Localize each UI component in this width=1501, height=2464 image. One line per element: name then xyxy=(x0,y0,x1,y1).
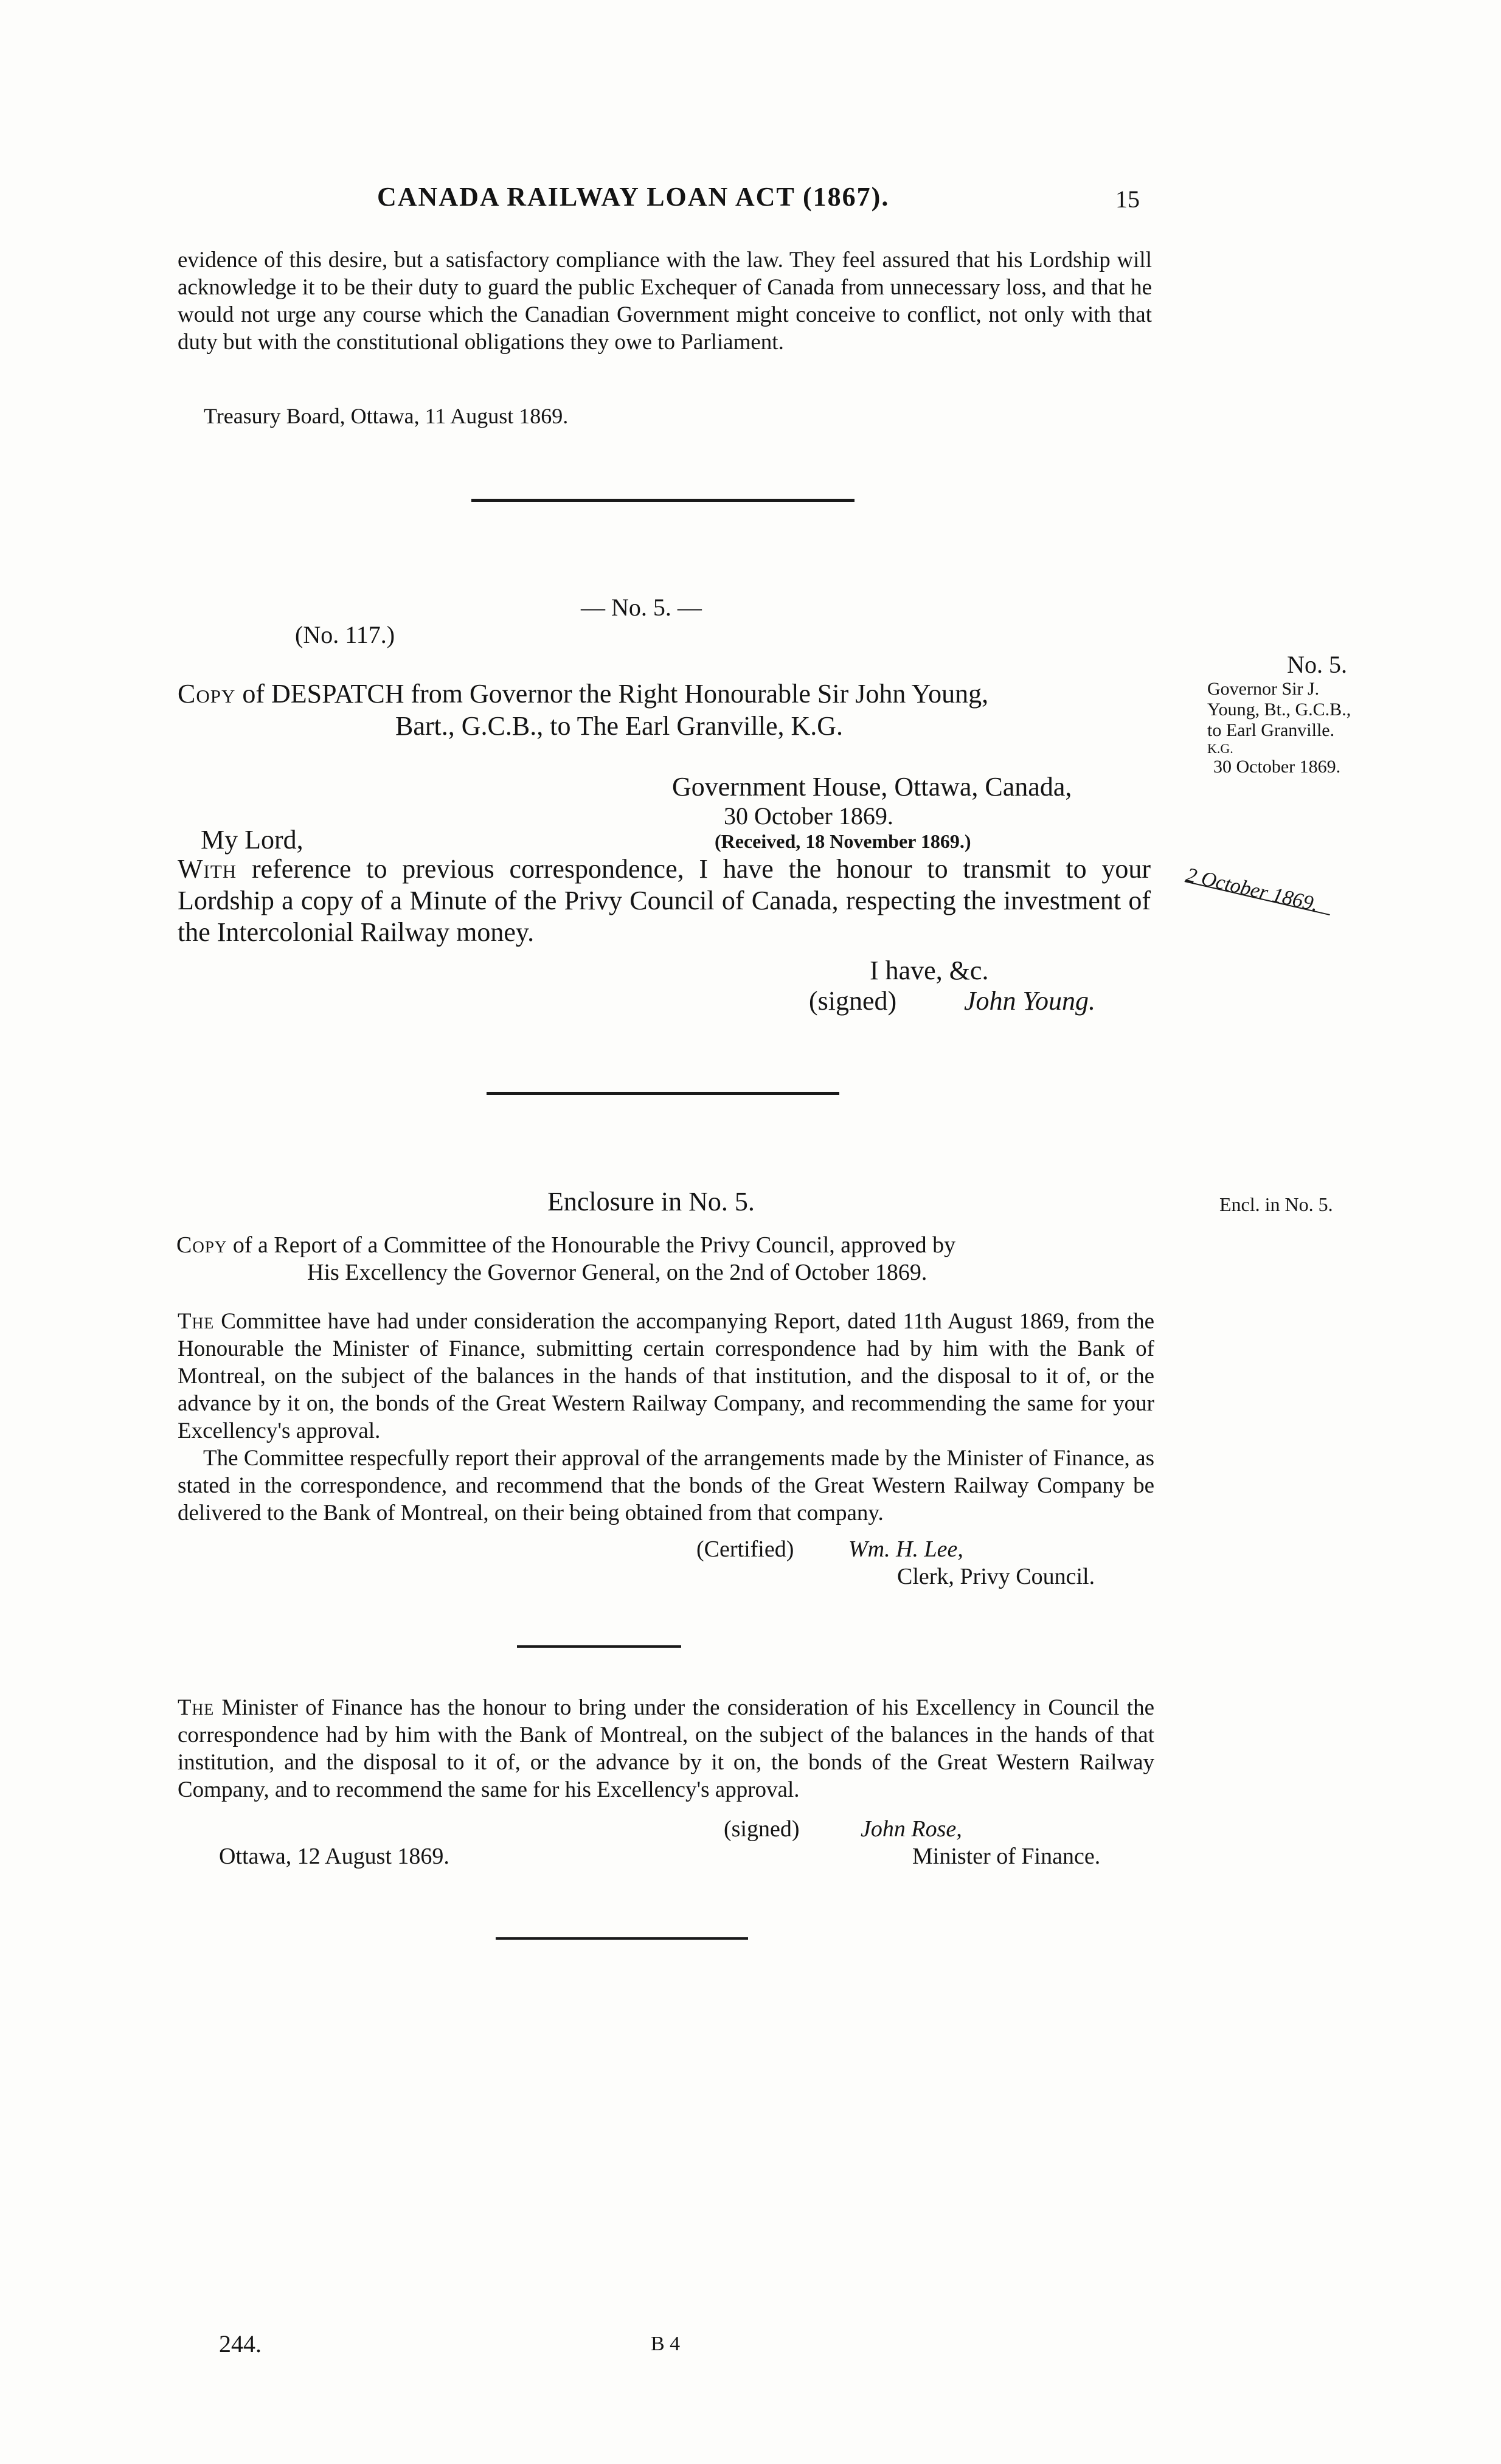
margin-note-line-1: Governor Sir J. xyxy=(1207,679,1320,699)
enclosure-paragraph-1 xyxy=(178,1308,1154,1445)
minister-para-text: Minister of Finance has the honour to bring under the consideration of his Excellency in Council the correspondence had by him with the Bank of Montreal, on the subject of the balances in the hands of that institution, and the disposal to it of, or the advance by it on, the bonds of the Great Western Railway Company, and to recommend the same for his Excellency's approval. xyxy=(178,1695,1154,1802)
page-number: 15 xyxy=(1115,186,1140,213)
margin-note-line-2: Young, Bt., G.C.B., xyxy=(1207,699,1351,720)
minister-dateline: Ottawa, 12 August 1869. xyxy=(219,1844,449,1869)
despatch-closing: I have, &c. xyxy=(870,956,989,985)
footer-number: 244. xyxy=(219,2330,262,2358)
treasury-dateline: Treasury Board, Ottawa, 11 August 1869. xyxy=(204,404,569,428)
margin-note-line-3: to Earl Granville. xyxy=(1207,720,1335,740)
despatch-salutation: My Lord, xyxy=(201,825,303,855)
despatch-title-lead: Copy xyxy=(178,679,236,709)
despatch-place: Government House, Ottawa, Canada, xyxy=(672,772,1072,802)
enclosure-copy-lead: Copy xyxy=(176,1232,227,1258)
enclosure-copy-line-1 xyxy=(176,1232,955,1258)
despatch-title-line-2: Bart., G.C.B., to The Earl Granville, K.G. xyxy=(395,711,844,741)
section-divider-2 xyxy=(487,1092,839,1095)
section-divider-1 xyxy=(471,499,854,502)
minister-paragraph xyxy=(178,1694,1154,1803)
enclosure-margin-note: Encl. in No. 5. xyxy=(1219,1193,1333,1215)
margin-note-date: 30 October 1869. xyxy=(1213,757,1341,777)
minister-title: Minister of Finance. xyxy=(912,1844,1101,1869)
minister-signature: John Rose, xyxy=(861,1816,962,1842)
despatch-body-lead: With xyxy=(178,854,237,884)
certified-name: Wm. H. Lee, xyxy=(848,1536,963,1562)
intro-paragraph: evidence of this desire, but a satisfactory compliance with the law. They feel assured that his Lordship will acknowledge it to be their duty to guard the public Exchequer of Canada from unnecessary loss, and that he would not urge any course which the Canadian Government might conceive to conflict, not only with that duty but with the constitutional obligations they owe to Parliament. xyxy=(178,248,1152,355)
enclosure-para1-text: Committee have had under consideration the accompanying Report, dated 11th August 1869, from the Honourable the Minister of Finance, submitting certain correspondence had by him with the Bank of Montreal, on the subject of the balances in the hands of that institution, and the disposal to it of, or the advance by it on, the bonds of the Great Western Railway Company, and recommending the same for your Excellency's approval. xyxy=(178,1309,1155,1443)
section-divider-4 xyxy=(496,1937,748,1940)
despatch-title-text: of DESPATCH from Governor the Right Honourable Sir John Young, xyxy=(242,679,989,709)
despatch-received: (Received, 18 November 1869.) xyxy=(715,830,971,852)
enclosure-paragraph-2: The Committee respecfully report their approval of the arrangements made by the Minister of Finance, as stated in the correspondence, and recommend that the bonds of the Great Western Railway Company be delivered to the Bank of Montreal, on their being obtained from that company. xyxy=(178,1446,1154,1525)
despatch-reference: (No. 117.) xyxy=(295,621,395,648)
margin-note-despatch xyxy=(1207,651,1353,777)
despatch-signature: John Young. xyxy=(964,986,1095,1016)
certified-title: Clerk, Privy Council. xyxy=(897,1564,1095,1589)
section-divider-3 xyxy=(517,1645,681,1648)
enclosure-para1-lead: The xyxy=(178,1309,215,1334)
despatch-body-text: reference to previous correspondence, I have the honour to transmit to your Lordship a copy of a Minute of the Privy Council of Canada, respecting the investment of the Intercolonial Railway money. xyxy=(178,854,1151,947)
despatch-title-line-1 xyxy=(178,678,988,709)
margin-note-enclosure-date: 2 October 1869. xyxy=(1184,864,1321,916)
despatch-date: 30 October 1869. xyxy=(724,802,893,830)
enclosure-copy-text: of a Report of a Committee of the Honourable the Privy Council, approved by xyxy=(232,1232,956,1258)
margin-note-number: No. 5. xyxy=(1287,651,1347,678)
enclosure-copy-line-2: His Excellency the Governor General, on the 2nd of October 1869. xyxy=(307,1260,927,1285)
despatch-heading: — No. 5. — xyxy=(581,594,702,621)
certified-label: (Certified) xyxy=(696,1536,794,1562)
margin-note-line-4: K.G. xyxy=(1207,741,1233,756)
despatch-body xyxy=(178,853,1151,948)
minister-para-lead: The xyxy=(178,1695,215,1720)
minister-signed-label: (signed) xyxy=(724,1816,800,1842)
enclosure-heading: Enclosure in No. 5. xyxy=(547,1187,755,1216)
despatch-signed-label: (signed) xyxy=(809,986,897,1016)
running-title: CANADA RAILWAY LOAN ACT (1867). xyxy=(377,182,890,212)
signature-mark: B 4 xyxy=(651,2333,681,2355)
